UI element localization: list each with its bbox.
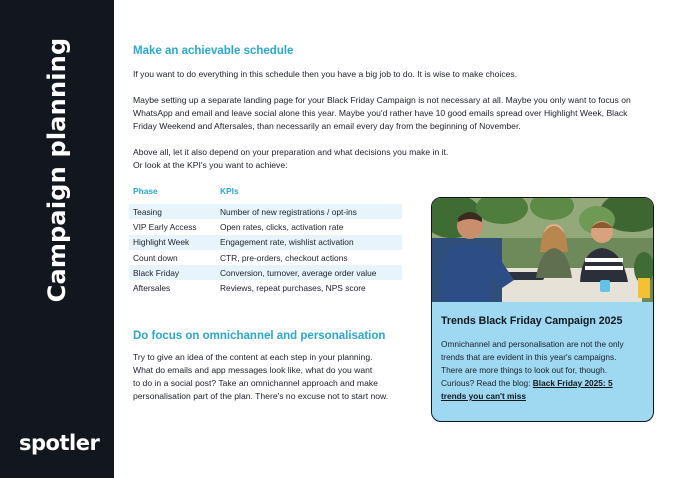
kpi-cell: Reviews, repeat purchases, NPS score: [220, 283, 366, 294]
paragraph-omnichannel: [133, 351, 388, 403]
phase-cell: VIP Early Access: [133, 221, 197, 232]
phase-cell: Highlight Week: [129, 235, 216, 250]
table-row: [129, 250, 402, 265]
paragraph-line: personalisation part of the plan. There's no excuse not to start now.: [133, 391, 389, 401]
card-text-line: Omnichannel and personalisation are not the only: [441, 339, 624, 349]
table-row: [129, 204, 402, 219]
table-row: [129, 265, 402, 280]
heading-schedule: Make an achievable schedule: [133, 45, 294, 57]
paragraph-choices: [133, 94, 631, 133]
blog-card: [431, 197, 654, 422]
blog-link-continued[interactable]: trends you can't miss: [441, 391, 526, 401]
kpi-table: [129, 186, 402, 296]
kpi-cell: Open rates, clicks, activation rate: [220, 221, 344, 232]
heading-omnichannel: Do focus on omnichannel and personalisation: [133, 330, 386, 342]
phase-cell: Aftersales: [133, 283, 171, 294]
sidebar: [0, 0, 114, 478]
phase-cell: Black Friday: [129, 265, 216, 280]
card-text-line: [441, 377, 647, 390]
kpi-cell: Number of new registrations / opt-ins: [216, 204, 402, 219]
paragraph-line: Or look at the KPI's you want to achieve:: [133, 160, 288, 170]
card-title: Trends Black Friday Campaign 2025: [441, 315, 623, 327]
paragraph-line: What do emails and app messages look like, what do you want: [133, 365, 373, 375]
vertical-page-title: Campaign planning: [43, 37, 71, 303]
paragraph-line: Maybe setting up a separate landing page for your Black Friday Campaign is not necessary at all. Maybe you only want to focus on: [133, 95, 631, 105]
card-text: [441, 338, 647, 403]
phase-cell: Count down: [133, 252, 178, 263]
paragraph-line: Try to give an idea of the content at each step in your planning.: [133, 352, 373, 362]
table-row: [129, 219, 402, 234]
spotler-logo: spotler: [19, 431, 100, 455]
kpi-cell: Engagement rate, wishlist activation: [216, 235, 402, 250]
phase-cell: Teasing: [129, 204, 216, 219]
card-text-line: [441, 390, 647, 403]
paragraph-line: Friday Weekend and Aftersales, than necessarily an email every day from the beginning of November.: [133, 121, 521, 131]
card-text-line: There are more things to look out for, though.: [441, 365, 608, 375]
paragraph-kpi-intro: [133, 146, 448, 172]
paragraph-line: to do in a social post? Take an omnichannel approach and make: [133, 378, 378, 388]
card-lead-in: Curious? Read the blog:: [441, 378, 533, 388]
table-row: [129, 280, 402, 295]
blog-link[interactable]: Black Friday 2025: 5: [532, 378, 613, 388]
paragraph-intro: If you want to do everything in this schedule then you have a big job to do. It is wise to make choices.: [133, 69, 518, 79]
paragraph-line: WhatsApp and email and leave social alone this year. Maybe you'd rather have 10 good emails spread over Highlight Week, Black: [133, 108, 628, 118]
table-header-row: [129, 186, 402, 204]
team-photo: [432, 198, 653, 302]
paragraph-line: Above all, let it also depend on your preparation and what decisions you make in it.: [133, 147, 449, 157]
card-text-line: trends that are evident in this year's campaigns.: [441, 352, 617, 362]
kpi-cell: CTR, pre-orders, checkout actions: [220, 252, 348, 263]
kpi-cell: Conversion, turnover, average order value: [216, 265, 402, 280]
column-header-kpis: KPIs: [220, 186, 239, 196]
table-row: [129, 235, 402, 250]
column-header-phase: Phase: [133, 186, 158, 196]
